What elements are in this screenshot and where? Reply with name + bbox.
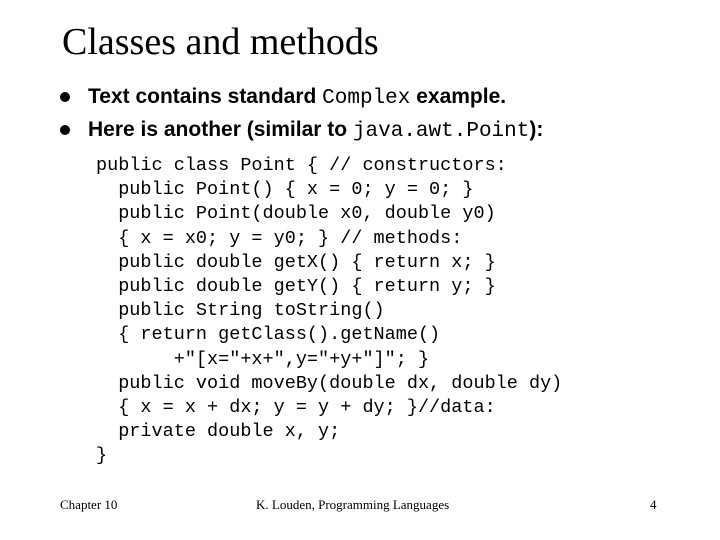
bullet-code-class-name: java.awt.Point <box>352 120 530 143</box>
bullet-text-before: Text contains standard <box>88 85 323 108</box>
footer-chapter: Chapter 10 <box>60 497 118 512</box>
slide-title: Classes and methods <box>62 21 379 63</box>
bullet-dot-icon <box>60 92 70 102</box>
footer-author: K. Louden, Programming Languages <box>256 497 450 512</box>
code-line: private double x, y; <box>96 421 341 443</box>
bullet-dot-icon <box>60 125 70 135</box>
bullet-text-after: example. <box>410 85 507 108</box>
bullet-text <box>88 117 543 145</box>
code-line: +"[x="+x+",y="+y+"]"; } <box>96 348 430 370</box>
code-line: { x = x + dx; y = y + dy; }//data: <box>96 397 496 419</box>
footer-page-number: 4 <box>650 497 657 512</box>
code-line: { x = x0; y = y0; } // methods: <box>96 227 463 249</box>
code-line: public double getY() { return y; } <box>96 276 496 298</box>
bullet-text <box>88 84 506 112</box>
bullet-code-class-name: Complex <box>322 87 411 110</box>
bullet-text-after: ): <box>529 118 544 141</box>
code-line: public Point() { x = 0; y = 0; } <box>96 179 474 201</box>
code-line: { return getClass().getName() <box>96 324 441 346</box>
code-line: public String toString() <box>96 300 385 322</box>
code-line: public class Point { // constructors: <box>96 155 507 176</box>
code-block <box>96 154 562 469</box>
code-line: } <box>96 445 108 467</box>
code-line: public double getX() { return x; } <box>96 251 496 273</box>
code-line: public void moveBy(double dx, double dy) <box>96 372 563 394</box>
bullet-text-before: Here is another (similar to <box>88 118 353 141</box>
code-line: public Point(double x0, double y0) <box>96 203 496 225</box>
